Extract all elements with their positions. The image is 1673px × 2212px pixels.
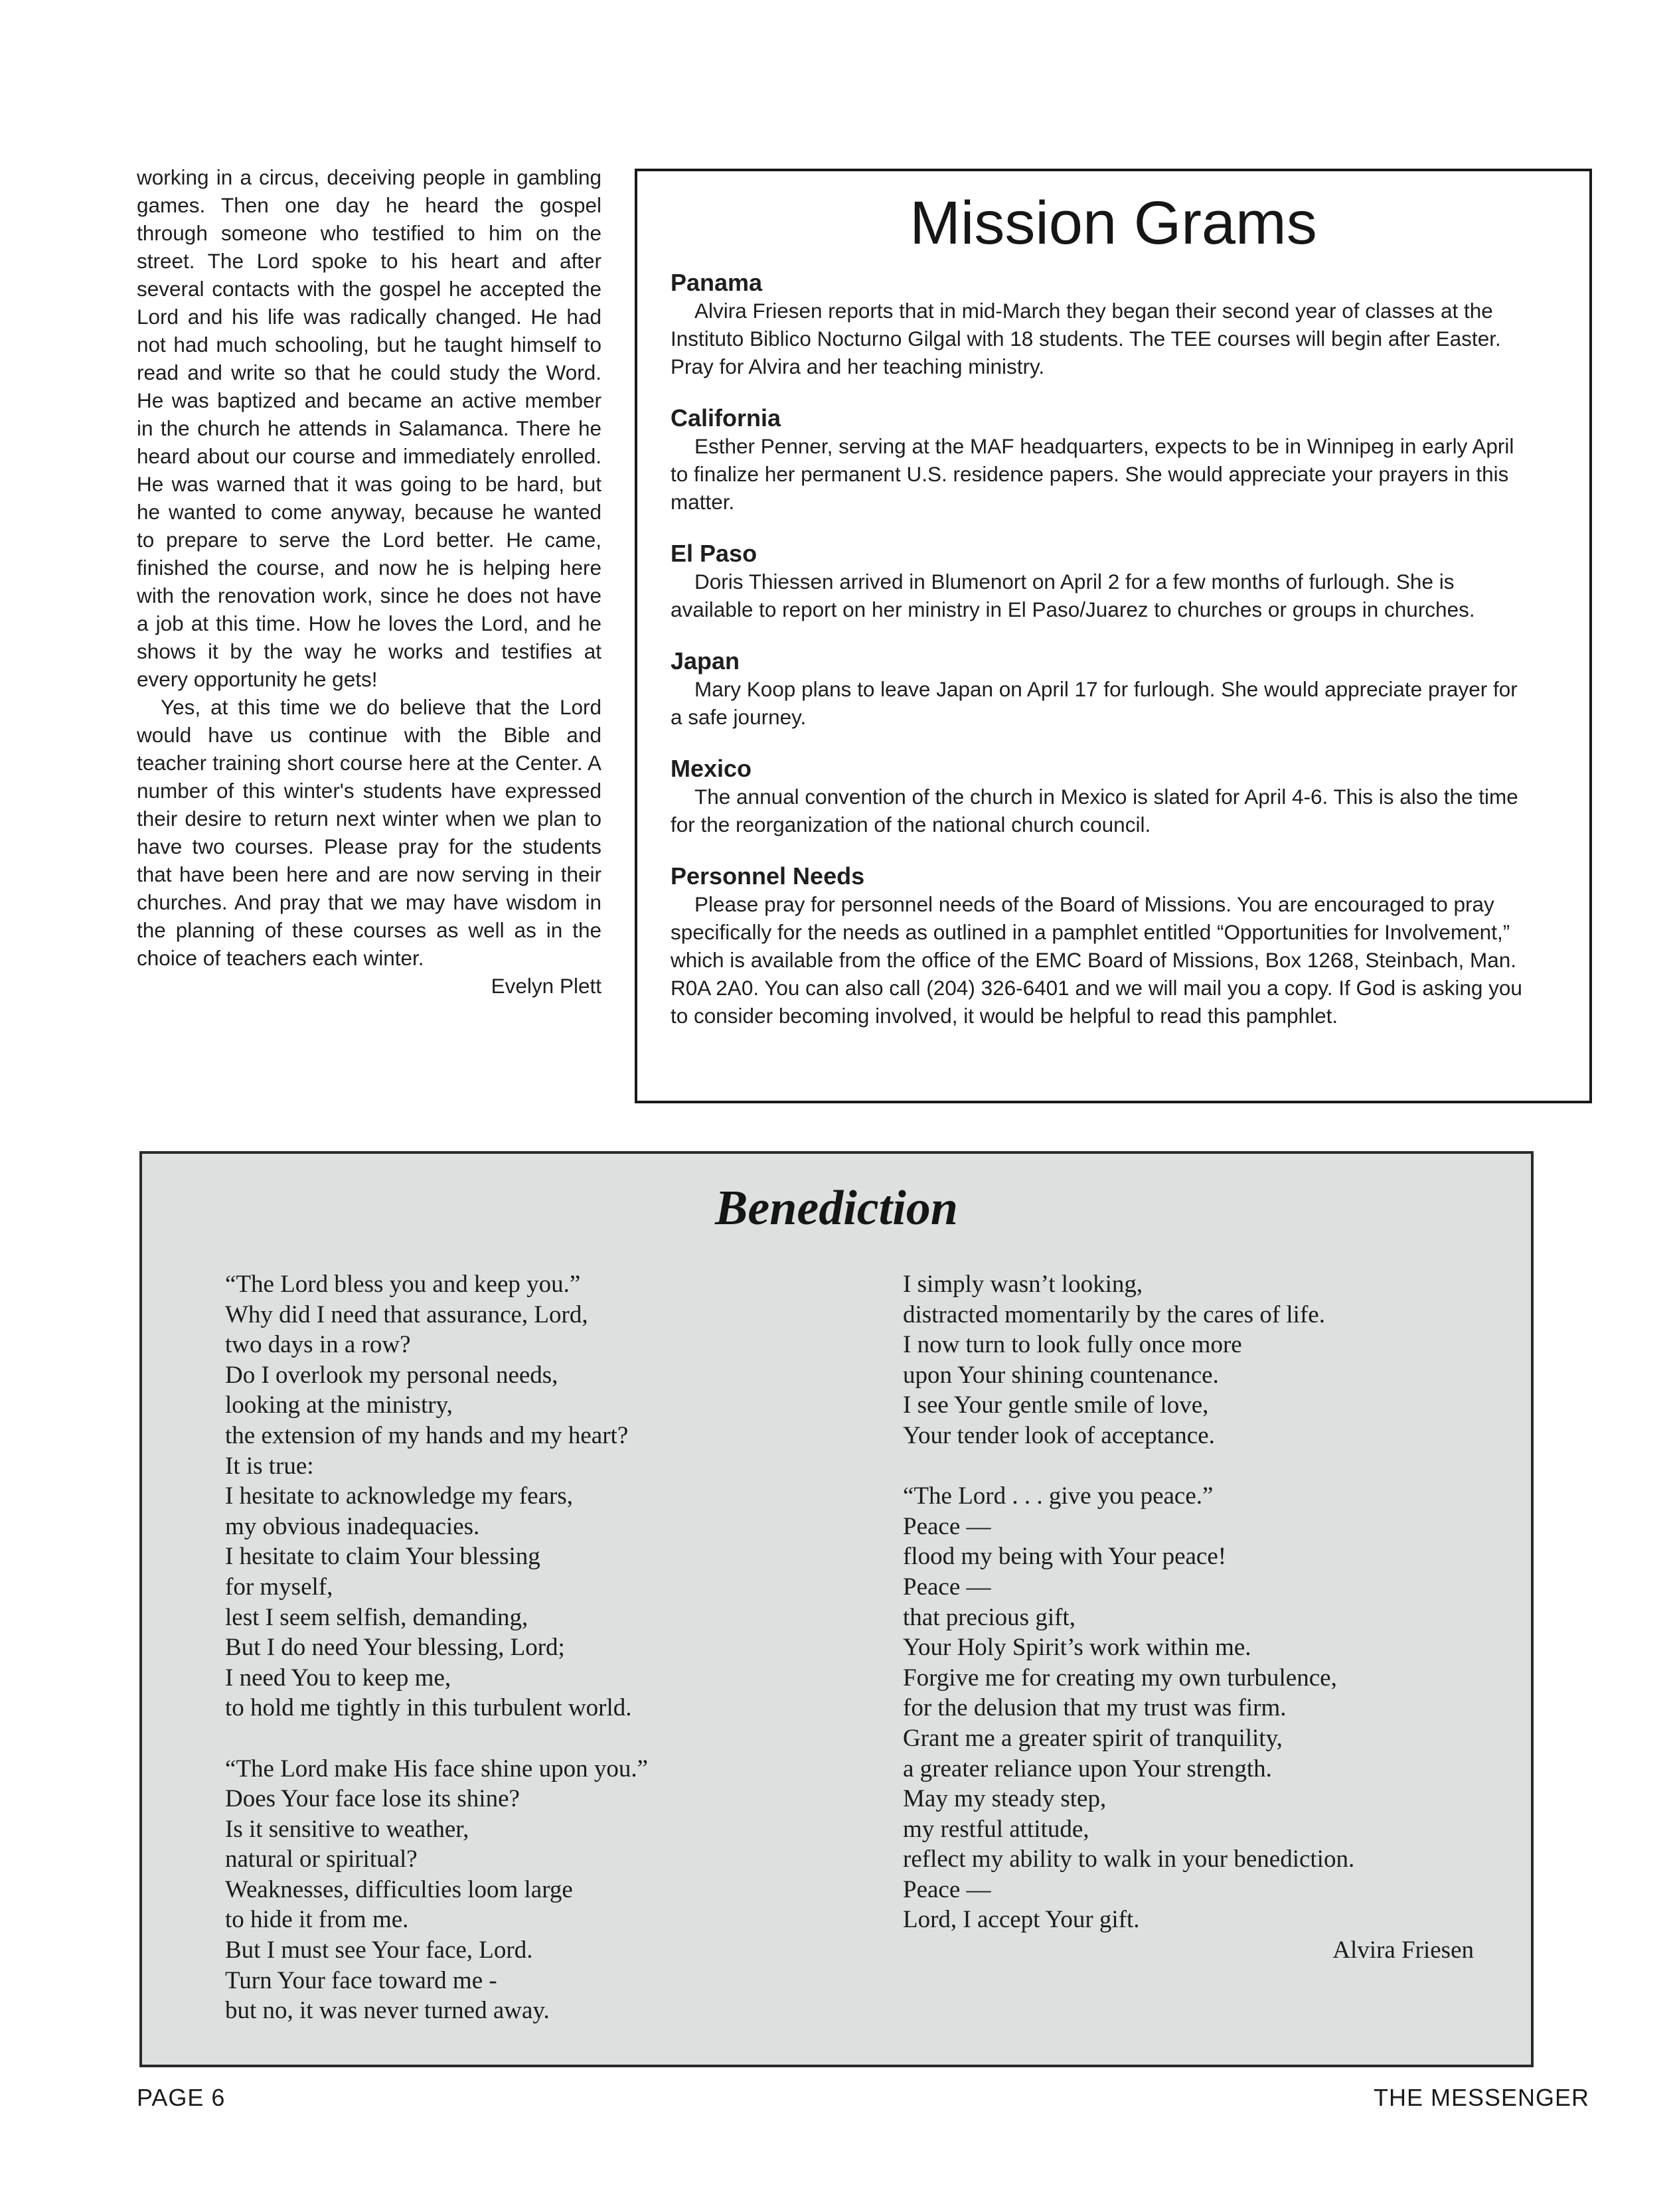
poem-stanza	[903, 1481, 1474, 1935]
poem-line: my obvious inadequacies.	[225, 1512, 480, 1540]
mission-gram-item	[671, 862, 1534, 1030]
poem-line: upon Your shining countenance.	[903, 1361, 1219, 1389]
mission-gram-region: California	[671, 404, 781, 432]
poem-line: the extension of my hands and my heart?	[225, 1421, 629, 1449]
mission-gram-region: El Paso	[671, 540, 757, 567]
poem-line: I simply wasn’t looking,	[903, 1271, 1143, 1298]
mission-gram-item	[671, 269, 1534, 380]
mission-gram-item	[671, 404, 1534, 516]
poem-line: But I must see Your face, Lord.	[225, 1936, 533, 1964]
mission-gram-text: Mary Koop plans to leave Japan on April 17 for furlough. She would appreciate prayer for a safe journey.	[671, 677, 1518, 729]
page-number: PAGE 6	[137, 2084, 226, 2111]
poem-line: reflect my ability to walk in your benediction.	[903, 1846, 1355, 1873]
story-signature: Evelyn Plett	[491, 974, 601, 998]
poem-line: I see Your gentle smile of love,	[903, 1391, 1209, 1419]
poem-stanza	[225, 1754, 789, 2026]
story-paragraph-1: working in a circus, deceiving people in gambling games. Then one day he heard the gospel through someone who testified to him on the street. The Lord spoke to his heart and after several contacts with the gospel he accepted the Lord and his life was radically changed. He had not had much schooling, but he taught himself to read and write so that he could study the Word. He was baptized and became an active member in the church he attends in Salamanca. There he heard about our course and immediately enrolled. He was warned that it was going to be hard, but he wanted to come anyway, because he wanted to prepare to serve the Lord better. He came, finished the course, and now he is helping here with the renovation work, since he does not have a job at this time. How he loves the Lord, and he shows it by the way he works and testifies at every opportunity he gets!	[137, 165, 601, 691]
poem-stanza	[225, 1269, 789, 1723]
poem-line: distracted momentarily by the cares of life.	[903, 1301, 1325, 1328]
mission-grams-box	[635, 169, 1592, 1103]
poem-line: But I do need Your blessing, Lord;	[225, 1634, 565, 1662]
mission-gram-region: Japan	[671, 647, 740, 674]
poem-line: lest I seem selfish, demanding,	[225, 1603, 528, 1631]
poem-line: Peace —	[903, 1512, 991, 1540]
poem-line: two days in a row?	[225, 1331, 411, 1359]
poem-line: “The Lord make His face shine upon you.”	[225, 1755, 649, 1782]
poem-line: my restful attitude,	[903, 1815, 1089, 1843]
poem-line: looking at the ministry,	[225, 1391, 453, 1419]
poem-right-column	[903, 1269, 1474, 1966]
poem-line: Peace —	[903, 1875, 991, 1903]
mission-gram-item	[671, 755, 1534, 838]
poem-line: It is true:	[225, 1452, 314, 1480]
poem-line: Your Holy Spirit’s work within me.	[903, 1634, 1251, 1662]
poem-line: I hesitate to acknowledge my fears,	[225, 1482, 573, 1510]
poem-line: I now turn to look fully once more	[903, 1331, 1242, 1359]
poem-line: May my steady step,	[903, 1785, 1107, 1813]
mission-gram-text: Alvira Friesen reports that in mid-March they began their second year of classes at the Instituto Biblico Nocturno Gilgal with 18 students. The TEE courses will begin after Easter. Pray for Alvira and her teaching ministry.	[671, 299, 1501, 378]
poem-left-column	[225, 1269, 789, 2026]
poem-line: Grant me a greater spirit of tranquility,	[903, 1724, 1283, 1752]
poem-line: Why did I need that assurance, Lord,	[225, 1301, 588, 1328]
poem-line: “The Lord . . . give you peace.”	[903, 1482, 1214, 1510]
poem-line: Peace —	[903, 1573, 991, 1601]
poem-line: Do I overlook my personal needs,	[225, 1361, 558, 1389]
poem-line: for myself,	[225, 1573, 333, 1601]
poem-line: Is it sensitive to weather,	[225, 1815, 469, 1843]
mission-grams-title: Mission Grams	[910, 189, 1317, 257]
poem-line: but no, it was never turned away.	[225, 1997, 550, 2025]
poem-line: Does Your face lose its shine?	[225, 1785, 520, 1813]
benediction-box	[139, 1151, 1534, 2067]
poem-line: Lord, I accept Your gift.	[903, 1906, 1140, 1934]
poem-line: Forgive me for creating my own turbulence,	[903, 1664, 1337, 1692]
poem-line: a greater reliance upon Your strength.	[903, 1755, 1272, 1782]
story-paragraph-2: Yes, at this time we do believe that the Lord would have us continue with the Bible and teacher training short course here at the Center. A number of this winter's students have expressed their desire to return next winter when we plan to have two courses. Please pray for the students that have been here and are now serving in their churches. And pray that we may have wisdom in the planning of these courses as well as in the choice of teachers each winter.	[137, 695, 601, 970]
mission-gram-item	[671, 540, 1534, 623]
story-continuation-column	[137, 163, 601, 1000]
poem-line: I need You to keep me,	[225, 1664, 451, 1692]
mission-gram-text: Please pray for personnel needs of the Board of Missions. You are encouraged to pray specifically for the needs as outlined in a pamphlet entitled “Opportunities for Involvement,” which is available from the office of the EMC Board of Missions, Box 1268, Steinbach, Man. R0A 2A0. You can also call (204) 326-6401 and we will mail you a copy. If God is asking you to consider becoming involved, it would be helpful to read this pamphlet.	[671, 892, 1522, 1028]
mission-gram-text: Doris Thiessen arrived in Blumenort on April 2 for a few months of furlough. She is available to report on her ministry in El Paso/Juarez to churches or groups in churches.	[671, 570, 1475, 621]
publication-name: THE MESSENGER	[1373, 2084, 1589, 2111]
mission-grams-list	[671, 269, 1534, 1054]
mission-gram-text: Esther Penner, serving at the MAF headquarters, expects to be in Winnipeg in early April to finalize her permanent U.S. residence papers. She would appreciate your prayers in this matter.	[671, 434, 1514, 514]
poem-line: for the delusion that my trust was firm.	[903, 1694, 1287, 1722]
mission-gram-text: The annual convention of the church in Mexico is slated for April 4-6. This is also the time for the reorganization of the national church council.	[671, 785, 1518, 836]
poem-line: natural or spiritual?	[225, 1846, 418, 1873]
mission-gram-region: Mexico	[671, 755, 752, 782]
poem-line: to hold me tightly in this turbulent world.	[225, 1694, 632, 1722]
poem-signature: Alvira Friesen	[1332, 1936, 1474, 1964]
mission-gram-item	[671, 647, 1534, 731]
mission-gram-region: Panama	[671, 269, 763, 296]
poem-line: Turn Your face toward me -	[225, 1966, 497, 1994]
poem-line: Your tender look of acceptance.	[903, 1421, 1215, 1449]
poem-line: Weaknesses, difficulties loom large	[225, 1875, 573, 1903]
benediction-title: Benediction	[715, 1181, 958, 1235]
poem-line: flood my being with Your peace!	[903, 1543, 1227, 1571]
poem-line: that precious gift,	[903, 1603, 1076, 1631]
poem-stanza	[903, 1269, 1474, 1451]
poem-right-stanzas	[903, 1269, 1474, 1935]
mission-gram-region: Personnel Needs	[671, 862, 865, 890]
poem-line: “The Lord bless you and keep you.”	[225, 1271, 581, 1298]
poem-line: I hesitate to claim Your blessing	[225, 1543, 540, 1571]
poem-line: to hide it from me.	[225, 1906, 409, 1934]
